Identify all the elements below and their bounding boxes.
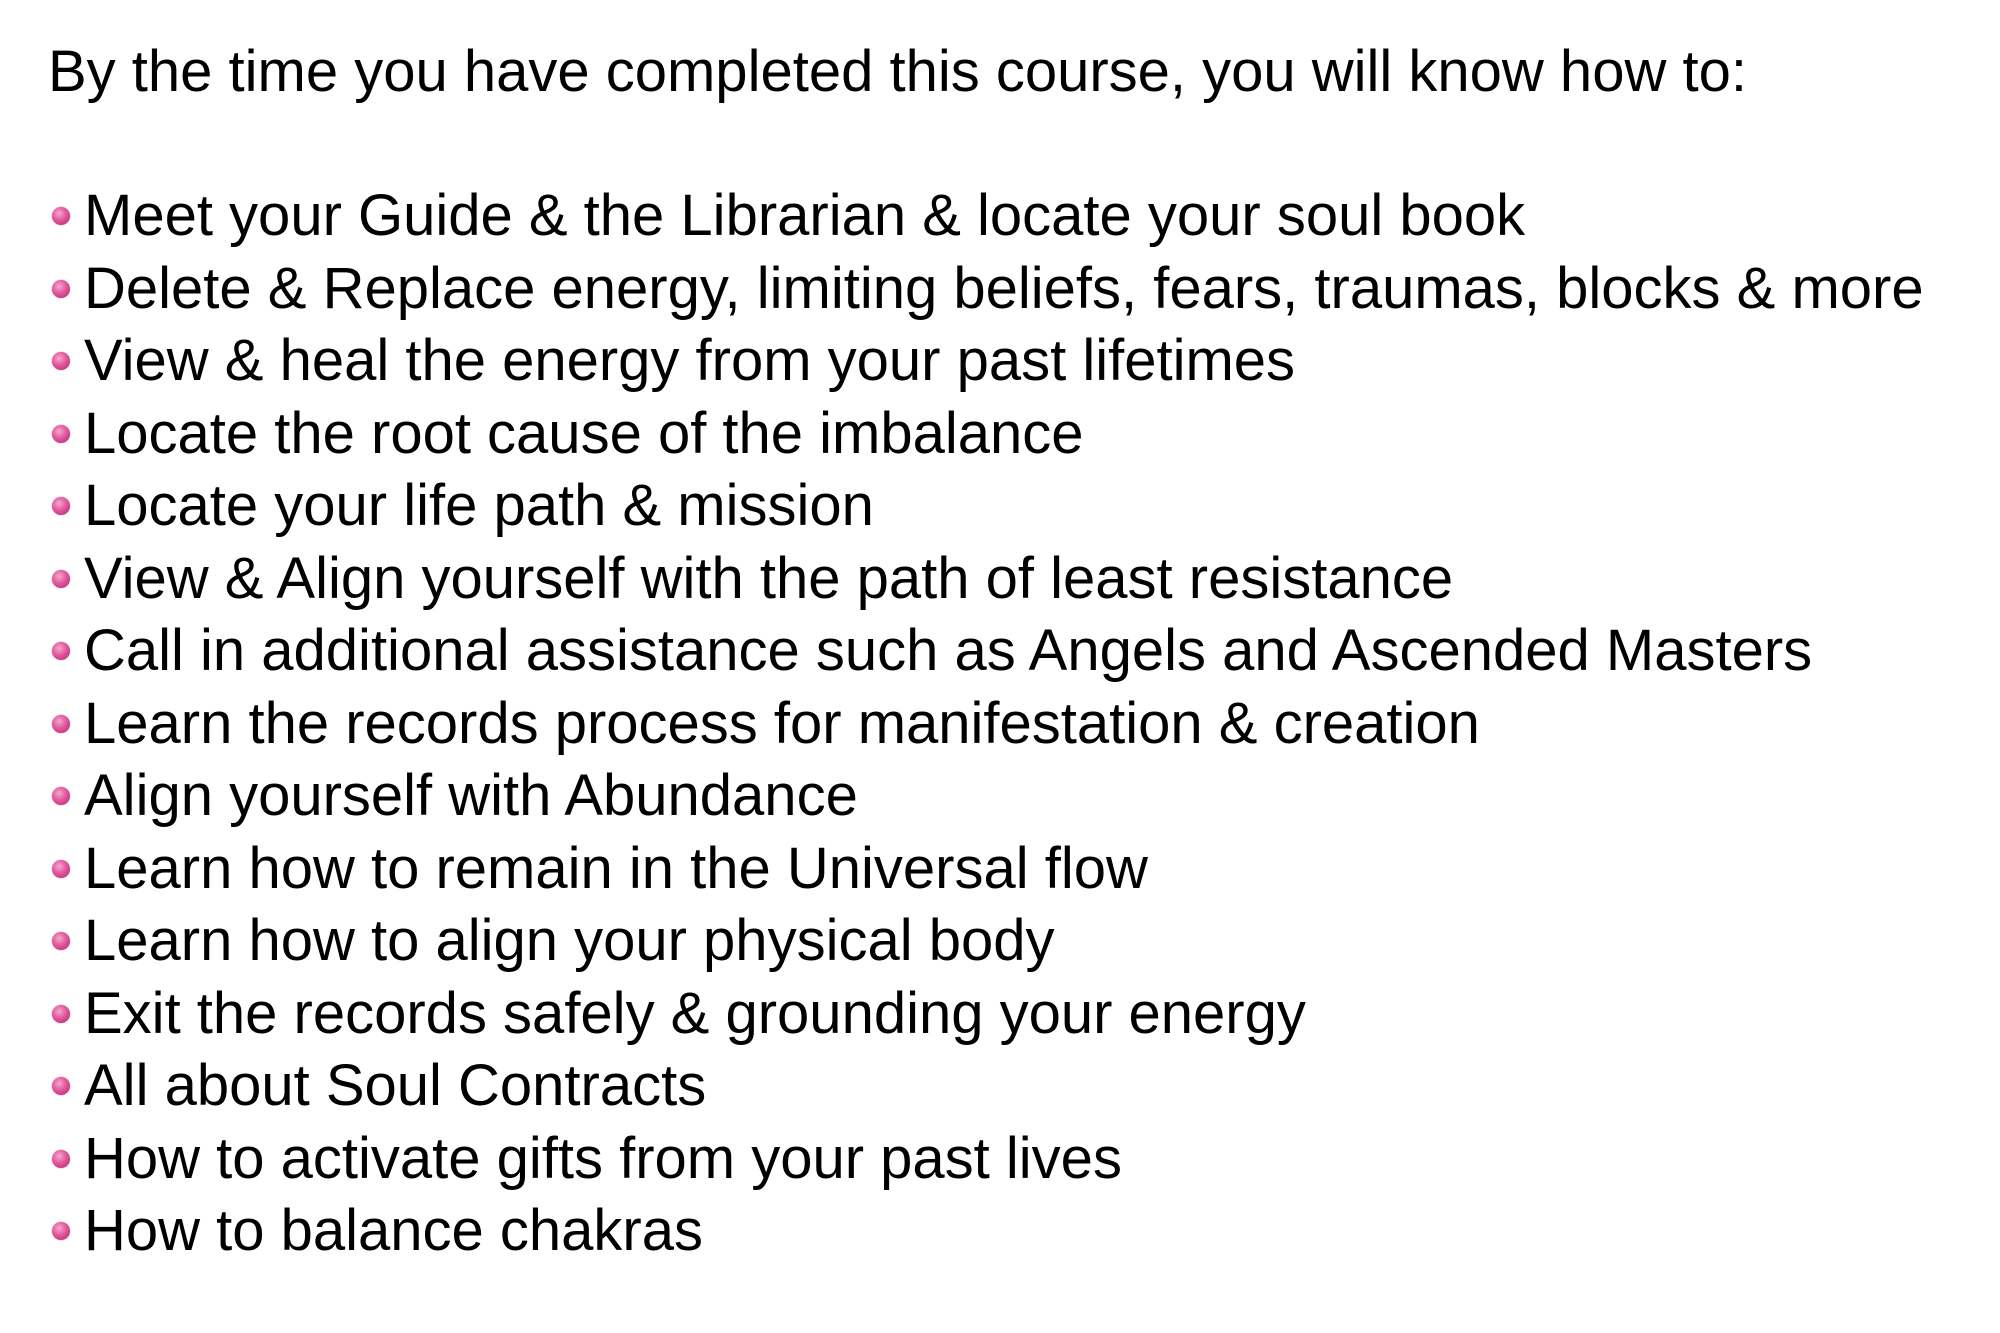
list-item <box>52 398 1924 471</box>
list-item <box>52 833 1924 906</box>
list-item-text: Learn how to align your physical body <box>84 908 1055 974</box>
bullet-icon <box>52 932 70 950</box>
list-item-text: Learn the records process for manifestation & creation <box>84 690 1480 756</box>
list-item-text: Meet your Guide & the Librarian & locate your soul book <box>84 183 1526 249</box>
list-item <box>52 1195 1924 1268</box>
bullet-icon <box>52 1150 70 1168</box>
bullet-icon <box>52 715 70 733</box>
list-item <box>52 615 1924 688</box>
list-item-text: Locate the root cause of the imbalance <box>84 400 1084 466</box>
list-item-text: Learn how to remain in the Universal flow <box>84 835 1148 901</box>
list-item-text: Align yourself with Abundance <box>84 763 858 829</box>
course-outcomes-list <box>52 180 1924 1268</box>
list-item <box>52 253 1924 326</box>
bullet-icon <box>52 570 70 588</box>
bullet-icon <box>52 1222 70 1240</box>
list-item <box>52 325 1924 398</box>
bullet-icon <box>52 352 70 370</box>
list-item <box>52 688 1924 761</box>
list-item <box>52 543 1924 616</box>
bullet-icon <box>52 1077 70 1095</box>
list-item <box>52 1050 1924 1123</box>
bullet-icon <box>52 860 70 878</box>
bullet-icon <box>52 642 70 660</box>
list-item-text: How to activate gifts from your past lives <box>84 1125 1122 1191</box>
list-item <box>52 1123 1924 1196</box>
list-item <box>52 470 1924 543</box>
bullet-icon <box>52 787 70 805</box>
list-item-text: Exit the records safely & grounding your energy <box>84 980 1306 1046</box>
intro-text: By the time you have completed this course, you will know how to: <box>48 39 1747 104</box>
bullet-icon <box>52 1005 70 1023</box>
list-item-text: All about Soul Contracts <box>84 1053 707 1119</box>
list-item-text: Call in additional assistance such as Angels and Ascended Masters <box>84 618 1813 684</box>
list-item-text: View & Align yourself with the path of least resistance <box>84 545 1454 611</box>
list-item <box>52 180 1924 253</box>
bullet-icon <box>52 280 70 298</box>
list-item-text: Delete & Replace energy, limiting beliefs, fears, traumas, blocks & more <box>84 255 1924 321</box>
list-item-text: Locate your life path & mission <box>84 473 874 539</box>
list-item <box>52 760 1924 833</box>
list-item <box>52 905 1924 978</box>
bullet-icon <box>52 207 70 225</box>
list-item-text: View & heal the energy from your past lifetimes <box>84 328 1296 394</box>
list-item <box>52 978 1924 1051</box>
bullet-icon <box>52 425 70 443</box>
list-item-text: How to balance chakras <box>84 1198 703 1264</box>
bullet-icon <box>52 497 70 515</box>
